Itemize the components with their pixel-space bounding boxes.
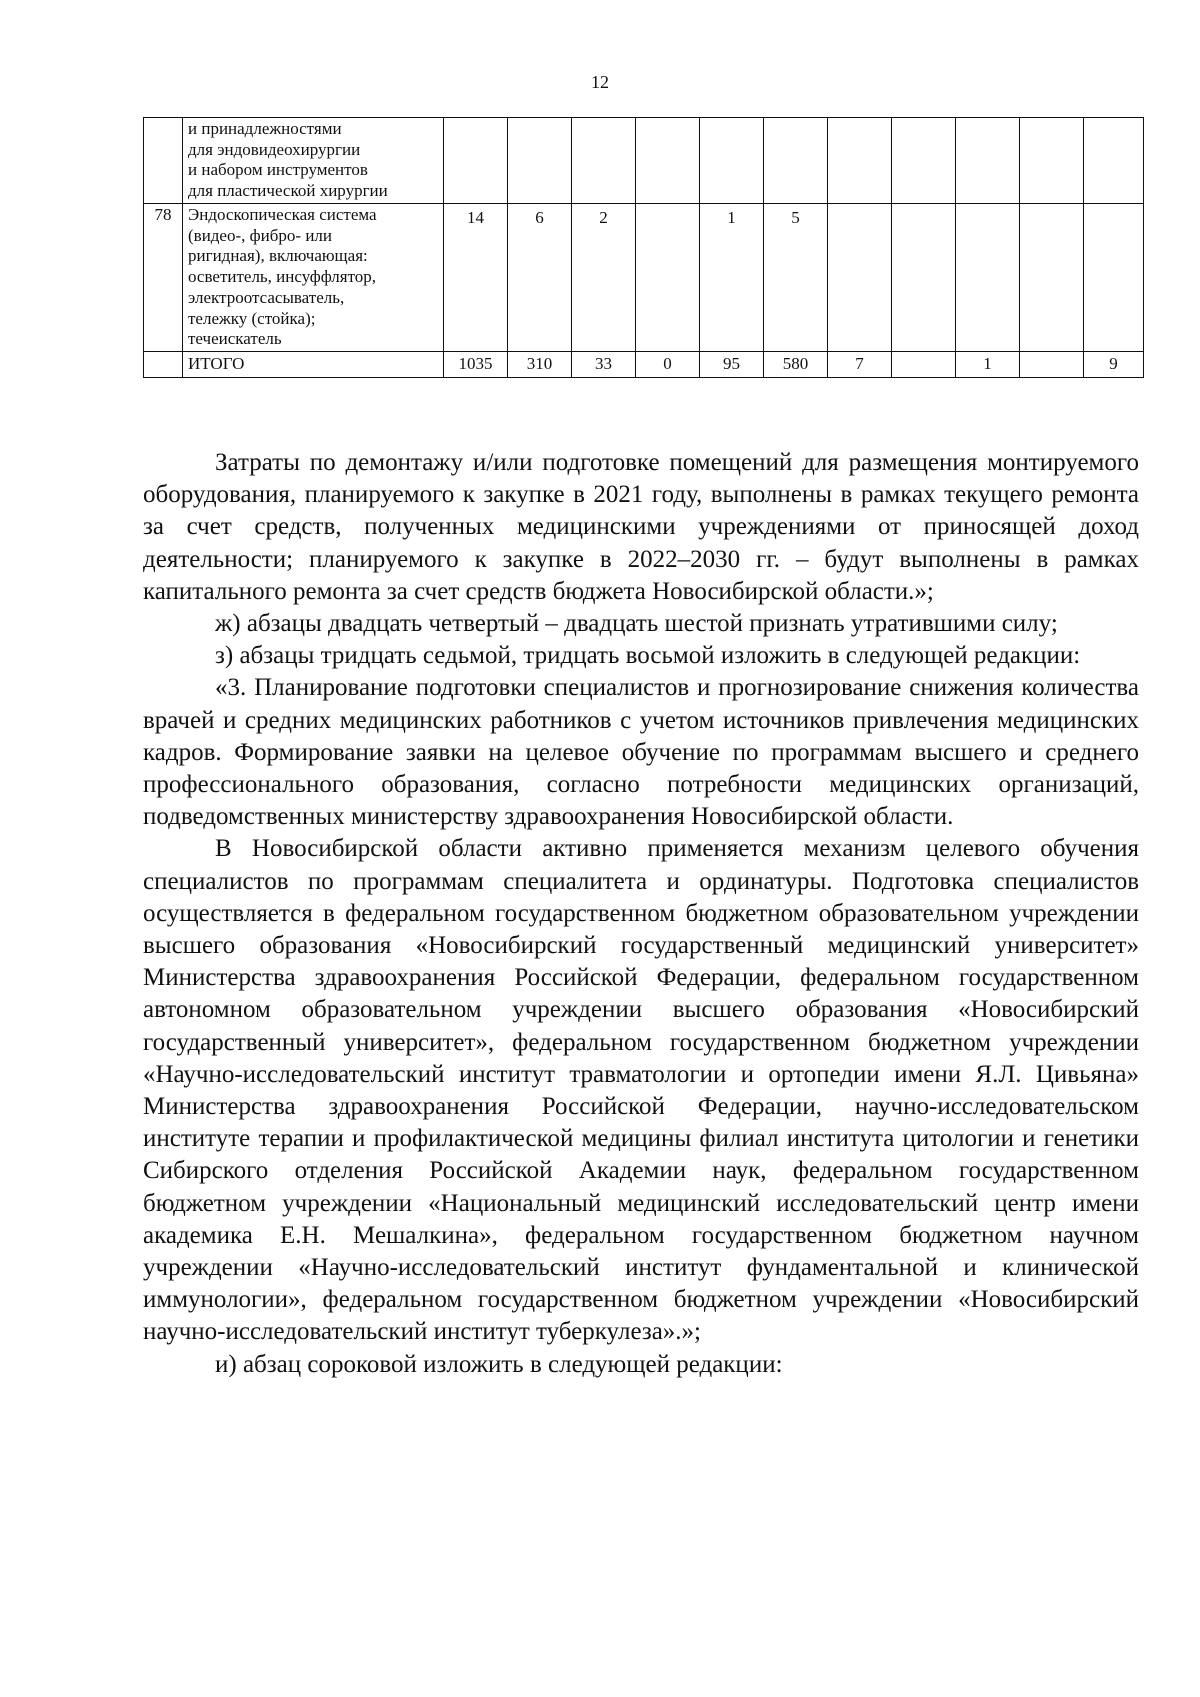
value-cell bbox=[892, 203, 956, 351]
paragraph: и) абзац сороковой изложить в следующей редакции: bbox=[215, 1350, 783, 1378]
value-cell bbox=[636, 118, 700, 204]
item-name-line: тележку (стойка); bbox=[188, 308, 316, 328]
total-value-cell bbox=[1020, 352, 1084, 378]
value-cell bbox=[1084, 118, 1144, 204]
paragraph: з) абзацы тридцать седьмой, тридцать восьмой изложить в следующей редакции: bbox=[215, 642, 1081, 670]
row-number-cell: 78 bbox=[144, 203, 183, 351]
body-text bbox=[143, 447, 1139, 1381]
item-name-line: (видео-, фибро- или bbox=[188, 225, 332, 245]
total-value-cell: 1035 bbox=[444, 352, 508, 378]
value-cell bbox=[508, 118, 572, 204]
item-name-line: течеискатель bbox=[188, 329, 282, 349]
value-cell bbox=[572, 118, 636, 204]
item-name-cell bbox=[183, 118, 444, 204]
value-cell bbox=[636, 203, 700, 351]
total-value-cell: 1 bbox=[956, 352, 1020, 378]
paragraph: «3. Планирование подготовки специалистов и прогнозирование снижения количества врачей и средних медицинских работников с учетом источников привлечения медицинских кадров. Формирование заявки на целевое обучение по программам высшего и среднего профессионального образования, согласно потребности медицинских организаций, подведомственных министерству здравоохранения Новосибирской области. bbox=[143, 674, 1139, 831]
item-name-line: для пластической хирургии bbox=[188, 181, 388, 201]
value-cell: 14 bbox=[444, 203, 508, 351]
value-cell bbox=[700, 118, 764, 204]
item-name-line: ригидная), включающая: bbox=[188, 246, 368, 266]
total-label-cell: ИТОГО bbox=[183, 352, 444, 378]
item-name-cell bbox=[183, 203, 444, 351]
value-cell: 5 bbox=[764, 203, 828, 351]
value-cell bbox=[956, 118, 1020, 204]
total-value-cell bbox=[892, 352, 956, 378]
table-row bbox=[144, 118, 1144, 204]
value-cell bbox=[764, 118, 828, 204]
total-value-cell: 580 bbox=[764, 352, 828, 378]
value-cell bbox=[892, 118, 956, 204]
value-cell bbox=[956, 203, 1020, 351]
item-name-line: электроотсасыватель, bbox=[188, 287, 345, 307]
paragraph: В Новосибирской области активно применяется механизм целевого обучения специалистов по программам специалитета и ординатуры. Подготовка специалистов осуществляется в федеральном государственном бюджетном образовательном учреждении высшего образования «Новосибирский государственный медицинский университет» Министерства здравоохранения Российской Федерации, федеральном государственном автономном образовательном учреждении высшего образования «Новосибирский государственный университет», федеральном государственном бюджетном учреждении «Научно-исследовательский институт травматологии и ортопедии имени Я.Л. Цивьяна» Министерства здравоохранения Российской Федерации, научно-исследовательском институте терапии и профилактической медицины филиал института цитологии и генетики Сибирского отделения Российской Академии наук, федеральном государственном бюджетном учреждении «Национальный медицинский исследовательский центр имени академика Е.Н. Мешалкина», федеральном государственном бюджетном научном учреждении «Научно-исследовательский институт фундаментальной и клинической иммунологии», федеральном государственном бюджетном учреждении «Новосибирский научно-исследовательский институт туберкулеза».»; bbox=[143, 835, 1139, 1346]
page-number: 12 bbox=[591, 72, 609, 92]
value-cell: 6 bbox=[508, 203, 572, 351]
row-number-cell bbox=[144, 118, 183, 204]
total-value-cell: 7 bbox=[828, 352, 892, 378]
item-name-line: осветитель, инсуффлятор, bbox=[188, 267, 377, 287]
value-cell: 2 bbox=[572, 203, 636, 351]
row-number-cell bbox=[144, 352, 183, 378]
value-cell bbox=[828, 203, 892, 351]
value-cell bbox=[1020, 118, 1084, 204]
total-value-cell: 95 bbox=[700, 352, 764, 378]
total-value-cell: 33 bbox=[572, 352, 636, 378]
total-value-cell: 310 bbox=[508, 352, 572, 378]
table-row bbox=[144, 203, 1144, 351]
paragraph: ж) абзацы двадцать четвертый – двадцать шестой признать утратившими силу; bbox=[215, 610, 1058, 638]
value-cell bbox=[1084, 203, 1144, 351]
equipment-table bbox=[143, 117, 1144, 378]
total-row bbox=[144, 352, 1144, 378]
value-cell: 1 bbox=[700, 203, 764, 351]
item-name-line: Эндоскопическая система bbox=[188, 204, 377, 224]
paragraph: Затраты по демонтажу и/или подготовке помещений для размещения монтируемого оборудования, планируемого к закупке в 2021 году, выполнены в рамках текущего ремонта за счет средств, полученных медицинскими учреждениями от приносящей доход деятельности; планируемого к закупке в 2022–2030 гг. – будут выполнены в рамках капитального ремонта за счет средств бюджета Новосибирской области.»; bbox=[143, 449, 1139, 605]
total-value-cell: 9 bbox=[1084, 352, 1144, 378]
item-name-line: для эндовидеохирургии bbox=[188, 139, 361, 159]
item-name-line: и набором инструментов bbox=[188, 160, 368, 180]
value-cell bbox=[444, 118, 508, 204]
value-cell bbox=[828, 118, 892, 204]
total-value-cell: 0 bbox=[636, 352, 700, 378]
value-cell bbox=[1020, 203, 1084, 351]
item-name-line: и принадлежностями bbox=[188, 119, 342, 138]
